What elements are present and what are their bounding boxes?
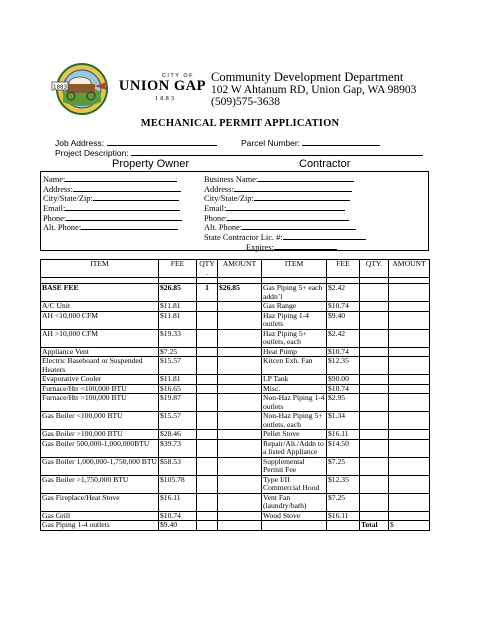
contractor-field-3[interactable] (204, 202, 366, 212)
fee-left-cell: $15.57 (159, 357, 197, 375)
amount-right-cell[interactable] (389, 475, 430, 493)
owner-field-label: City/State/Zip: (43, 194, 93, 204)
item-left-cell: Gas Piping 1-4 outlets (41, 521, 159, 531)
fee-left-cell: $58.53 (159, 457, 197, 475)
item-left-cell: Gas Boiler 1,000,000-1,750,000 BTU (41, 457, 159, 475)
contractor-field-label: Expires: (246, 242, 274, 252)
city-year: 1883 (155, 95, 176, 102)
amount-right-cell[interactable] (389, 284, 430, 302)
contractor-field-line[interactable] (258, 173, 354, 182)
item-right-cell: Non-Haz Piping 1-4 outlets (263, 393, 325, 411)
contractor-field-label: Email: (204, 204, 227, 214)
fee-right-cell: $7.25 (327, 493, 360, 511)
fee-left-cell: $16.11 (159, 493, 197, 511)
amount-left-cell[interactable] (218, 302, 262, 312)
form-title: MECHANICAL PERMIT APPLICATION (140, 118, 340, 129)
parcel-number-label: Parcel Number: (241, 138, 301, 148)
qty-left-cell[interactable] (197, 384, 218, 394)
department-phone: (509)575-3638 (211, 96, 280, 108)
contractor-field-label: City/State/Zip: (204, 194, 254, 204)
project-description-field[interactable] (55, 147, 423, 158)
amount-left-cell[interactable] (218, 457, 262, 475)
table-row (41, 521, 430, 531)
table-row (41, 311, 430, 329)
qty-right-cell[interactable] (360, 384, 389, 394)
qty-right-cell[interactable] (360, 475, 389, 493)
contractor-field-line[interactable] (242, 221, 356, 230)
amount-right-cell[interactable] (389, 457, 430, 475)
contractor-field-line[interactable] (227, 212, 349, 221)
property-owner-heading: Property Owner (112, 158, 190, 170)
qty-right-cell[interactable] (360, 412, 389, 430)
item-right-cell: Kitcen Exh. Fan (262, 357, 327, 375)
seal-year: 1883 (53, 84, 67, 91)
item-right-cell: Non-Haz Piping 5+ outlets, each (262, 412, 327, 430)
owner-field-2[interactable] (43, 192, 182, 202)
contractor-field-5[interactable] (204, 221, 366, 231)
header-item-left: ITEM (41, 260, 159, 278)
contractor-field-label: State Contractor Lic. #: (204, 233, 283, 243)
qty-right-cell[interactable] (360, 493, 389, 511)
amount-right-cell[interactable] (389, 493, 430, 511)
contractor-field-line[interactable] (226, 202, 345, 211)
table-row (41, 475, 430, 493)
header-fee-right: FEE (327, 260, 360, 278)
fee-right-cell: $12.35 (327, 475, 360, 493)
item-left-cell: AH >10,000 CFM (41, 329, 159, 347)
item-right-cell: Gas Range (262, 302, 327, 312)
header-qty-right: QTY. (360, 260, 389, 278)
qty-left-cell[interactable] (197, 493, 218, 511)
contractor-field-0[interactable] (204, 173, 366, 183)
fee-right-cell: $9.40 (327, 311, 360, 329)
amount-left-cell[interactable] (218, 430, 262, 440)
owner-fields (43, 173, 182, 231)
owner-field-line[interactable] (93, 192, 179, 201)
amount-left-cell[interactable] (218, 412, 262, 430)
item-left-cell: BASE FEE (41, 284, 159, 302)
item-right-cell: LP Tank (262, 375, 327, 385)
item-right-cell: Haz Piping 1-4 outlets (262, 311, 327, 329)
owner-field-line[interactable] (65, 202, 180, 211)
project-description-label: Project Description: (55, 148, 129, 158)
fee-left-cell: $7.25 (159, 347, 197, 357)
qty-left-cell[interactable] (197, 302, 218, 312)
department-block (211, 71, 471, 109)
table-row (41, 412, 430, 430)
fee-right-cell: $1.34 (327, 412, 360, 430)
item-left-cell: A/C Unit (41, 302, 159, 312)
qty-right-cell[interactable] (360, 430, 389, 440)
fee-right-cell: $7.25 (327, 457, 360, 475)
owner-field-label: Email: (43, 204, 66, 214)
qty-right-cell[interactable] (360, 347, 389, 357)
amount-right-cell[interactable] (389, 375, 430, 385)
item-right-cell: Type I/II Commercial Hood (262, 475, 327, 493)
owner-field-1[interactable] (43, 183, 182, 193)
department-title: Community Development Department (211, 70, 404, 84)
contractor-field-2[interactable] (204, 192, 366, 202)
contractor-field-label: Phone: (204, 213, 228, 223)
item-left-cell: Furnace/Htr >100,000 BTU (41, 394, 159, 412)
fee-left-cell: $16.65 (159, 384, 197, 394)
fee-right-cell: $12.35 (327, 357, 360, 375)
city-name-block (116, 73, 206, 102)
item-right-cell: Gas Piping 5+ each addn’l (262, 284, 327, 302)
item-left-cell: Furnace/Htr <100,000 BTU (41, 384, 159, 394)
table-row (41, 430, 430, 440)
amount-right-cell[interactable] (389, 384, 430, 394)
item-right-cell: Heat Pump (262, 347, 327, 357)
item-left-cell: Gas Fireplace/Heat Stove (41, 493, 159, 511)
amount-left-cell[interactable]: $26.85 (218, 284, 262, 302)
fee-right-cell: $2.95 (327, 394, 360, 412)
project-description-line[interactable] (131, 147, 423, 156)
table-row (41, 394, 430, 412)
item-left-cell: Evaporative Cooler (41, 375, 159, 385)
qty-left-cell[interactable] (197, 511, 218, 521)
qty-left-cell[interactable] (197, 311, 218, 329)
qty-right-cell[interactable] (360, 284, 389, 302)
parcel-number-line[interactable] (302, 137, 380, 146)
table-row (41, 493, 430, 511)
item-left-cell: Gas Boiler <100,000 BTU (41, 412, 159, 430)
owner-field-0[interactable] (43, 173, 182, 183)
amount-left-cell[interactable] (218, 329, 262, 347)
fee-left-cell: $11.81 (159, 311, 197, 329)
fee-right-cell: $2.42 (327, 284, 360, 302)
fee-left-cell: $11.81 (159, 375, 197, 385)
qty-right-cell[interactable] (360, 375, 389, 385)
department-address: 102 W Ahtanum RD, Union Gap, WA 98903 (211, 83, 417, 96)
city-name: UNION GAP (118, 78, 206, 94)
qty-left-cell[interactable] (197, 394, 218, 412)
item-right-cell: Supplemental Permit Fee (262, 457, 327, 475)
owner-field-line[interactable] (73, 183, 181, 192)
owner-field-label: Name: (43, 175, 66, 184)
amount-left-cell[interactable] (218, 357, 262, 375)
item-left-cell: AH <10,000 CFM (41, 311, 159, 329)
table-row (41, 357, 430, 375)
amount-left-cell[interactable] (218, 521, 262, 531)
fee-right-cell: $90.00 (327, 375, 360, 385)
contractor-field-label: Address: (204, 184, 234, 194)
total-amount[interactable]: $ (389, 521, 430, 531)
contractor-heading: Contractor (299, 158, 351, 170)
owner-field-label: Address: (43, 184, 73, 194)
amount-left-cell[interactable] (218, 493, 262, 511)
fee-right-cell (327, 521, 360, 531)
contractor-field-line[interactable] (234, 183, 352, 192)
amount-left-cell[interactable] (218, 311, 262, 329)
owner-field-line[interactable] (66, 212, 182, 221)
contractor-fields (204, 173, 366, 251)
table-row (41, 329, 430, 347)
item-right-cell: Haz Piping 5+ outlets, each (262, 329, 327, 347)
contractor-field-6[interactable] (204, 231, 366, 241)
contractor-field-4[interactable] (204, 212, 366, 222)
fee-right-cell: $2.42 (327, 329, 360, 347)
table-row (41, 457, 430, 475)
total-label[interactable]: Total (360, 521, 389, 531)
item-left-cell: Appliance Vent (41, 347, 159, 357)
qty-right-cell[interactable] (360, 457, 389, 475)
owner-field-5[interactable] (43, 221, 182, 231)
qty-right-cell[interactable] (360, 329, 389, 347)
amount-right-cell[interactable] (389, 311, 430, 329)
fee-right-cell: $10.74 (327, 384, 360, 394)
qty-left-cell[interactable] (197, 457, 218, 475)
amount-left-cell[interactable] (218, 475, 262, 493)
fee-right-cell: $14.50 (327, 439, 360, 457)
item-left-cell: Gas Grill (41, 511, 159, 521)
item-right-cell: Vent Fan (laundry/bath) (262, 493, 327, 511)
fee-table-header (41, 260, 430, 278)
fee-left-cell: $9.40 (159, 521, 197, 531)
header-qty-left-label: QTY (199, 259, 215, 268)
item-left-cell: Gas Boiler 500,000-1,000,000BTU (41, 439, 159, 457)
qty-left-cell[interactable] (197, 329, 218, 347)
qty-left-cell[interactable] (197, 347, 218, 357)
city-seal-logo (47, 62, 113, 116)
contractor-field-label: Business Name: (204, 175, 259, 184)
fee-table (40, 259, 430, 531)
job-address-label: Job Address: (55, 138, 105, 148)
qty-left-cell[interactable] (197, 357, 218, 375)
owner-contractor-box (40, 171, 429, 251)
amount-left-cell[interactable] (218, 375, 262, 385)
fee-left-cell: $39.73 (159, 439, 197, 457)
amount-left-cell[interactable] (218, 511, 262, 521)
fee-left-cell: $19.87 (159, 394, 197, 412)
amount-right-cell[interactable] (389, 412, 430, 430)
table-row (41, 284, 430, 302)
owner-field-line[interactable] (65, 173, 177, 182)
qty-right-cell[interactable] (360, 311, 389, 329)
amount-left-cell[interactable] (218, 394, 262, 412)
qty-left-cell[interactable]: 1 (197, 284, 218, 302)
header-item-right: ITEM (262, 260, 327, 278)
fee-left-cell: $28.46 (159, 430, 197, 440)
fee-left-cell: $19.33 (159, 329, 197, 347)
item-right-cell: Misc. (262, 384, 327, 394)
party-headings (40, 158, 430, 170)
qty-left-cell[interactable] (197, 412, 218, 430)
header-amount-left: AMOUNT (218, 260, 262, 278)
fee-left-cell: $26.85 (159, 284, 197, 302)
header-amount-right: AMOUNT (389, 260, 430, 278)
item-left-cell: Gas Boiler >100,000 BTU (41, 430, 159, 440)
header-qty-left (197, 260, 218, 278)
owner-field-4[interactable] (43, 212, 182, 222)
amount-right-cell[interactable] (389, 347, 430, 357)
contractor-field-1[interactable] (204, 183, 366, 193)
qty-right-cell[interactable] (360, 357, 389, 375)
fee-left-cell: $11.81 (159, 302, 197, 312)
item-left-cell: Electric Baseboard or Suspended Heaters (41, 357, 159, 375)
amount-right-cell[interactable] (389, 439, 430, 457)
amount-left-cell[interactable] (218, 439, 262, 457)
item-left-cell: Gas Boiler >1,750,000 BTU (41, 475, 159, 493)
contractor-field-line[interactable] (274, 241, 337, 250)
qty-left-cell[interactable] (197, 375, 218, 385)
qty-right-cell[interactable] (360, 394, 389, 412)
fee-left-cell: $10.74 (159, 511, 197, 521)
qty-left-cell[interactable] (197, 439, 218, 457)
amount-left-cell[interactable] (218, 347, 262, 357)
fee-right-cell: $10.74 (327, 347, 360, 357)
table-row (41, 439, 430, 457)
contractor-field-line[interactable] (254, 192, 350, 201)
contractor-field-label: Alt. Phone: (204, 223, 243, 233)
amount-right-cell[interactable] (389, 329, 430, 347)
table-row (41, 375, 430, 385)
item-right-cell: Repair/Alt./Addn to a listed Appliance (262, 439, 327, 457)
owner-field-line[interactable] (81, 221, 178, 230)
header-fee-left: FEE (159, 260, 197, 278)
amount-right-cell[interactable] (389, 302, 430, 312)
job-address-line[interactable] (107, 137, 217, 146)
item-right-cell: Pellet Stove (262, 430, 327, 440)
qty-right-cell[interactable] (360, 439, 389, 457)
fee-right-cell: $16.11 (327, 430, 360, 440)
item-right-cell: Wood Stove (262, 511, 327, 521)
contractor-field-7[interactable] (204, 241, 366, 251)
table-row (41, 302, 430, 312)
qty-left-cell[interactable] (197, 521, 218, 531)
fee-right-cell: $10.74 (327, 302, 360, 312)
owner-field-label: Alt. Phone: (43, 223, 82, 233)
city-of-label: CITY OF (161, 73, 194, 79)
amount-left-cell[interactable] (218, 384, 262, 394)
amount-right-cell[interactable] (389, 357, 430, 375)
owner-field-3[interactable] (43, 202, 182, 212)
fee-left-cell: $105.78 (159, 475, 197, 493)
amount-right-cell[interactable] (389, 511, 430, 521)
qty-left-cell[interactable] (197, 430, 218, 440)
qty-right-cell[interactable] (360, 302, 389, 312)
item-right-cell (262, 521, 327, 531)
owner-field-label: Phone: (43, 213, 67, 223)
header-qty-dot: . (206, 267, 208, 277)
fee-right-cell: $16.11 (327, 511, 360, 521)
qty-left-cell[interactable] (197, 475, 218, 493)
letterhead (0, 0, 480, 115)
amount-right-cell[interactable] (389, 394, 430, 412)
contractor-field-line[interactable] (283, 231, 366, 240)
fee-left-cell: $15.57 (159, 412, 197, 430)
amount-right-cell[interactable] (389, 430, 430, 440)
